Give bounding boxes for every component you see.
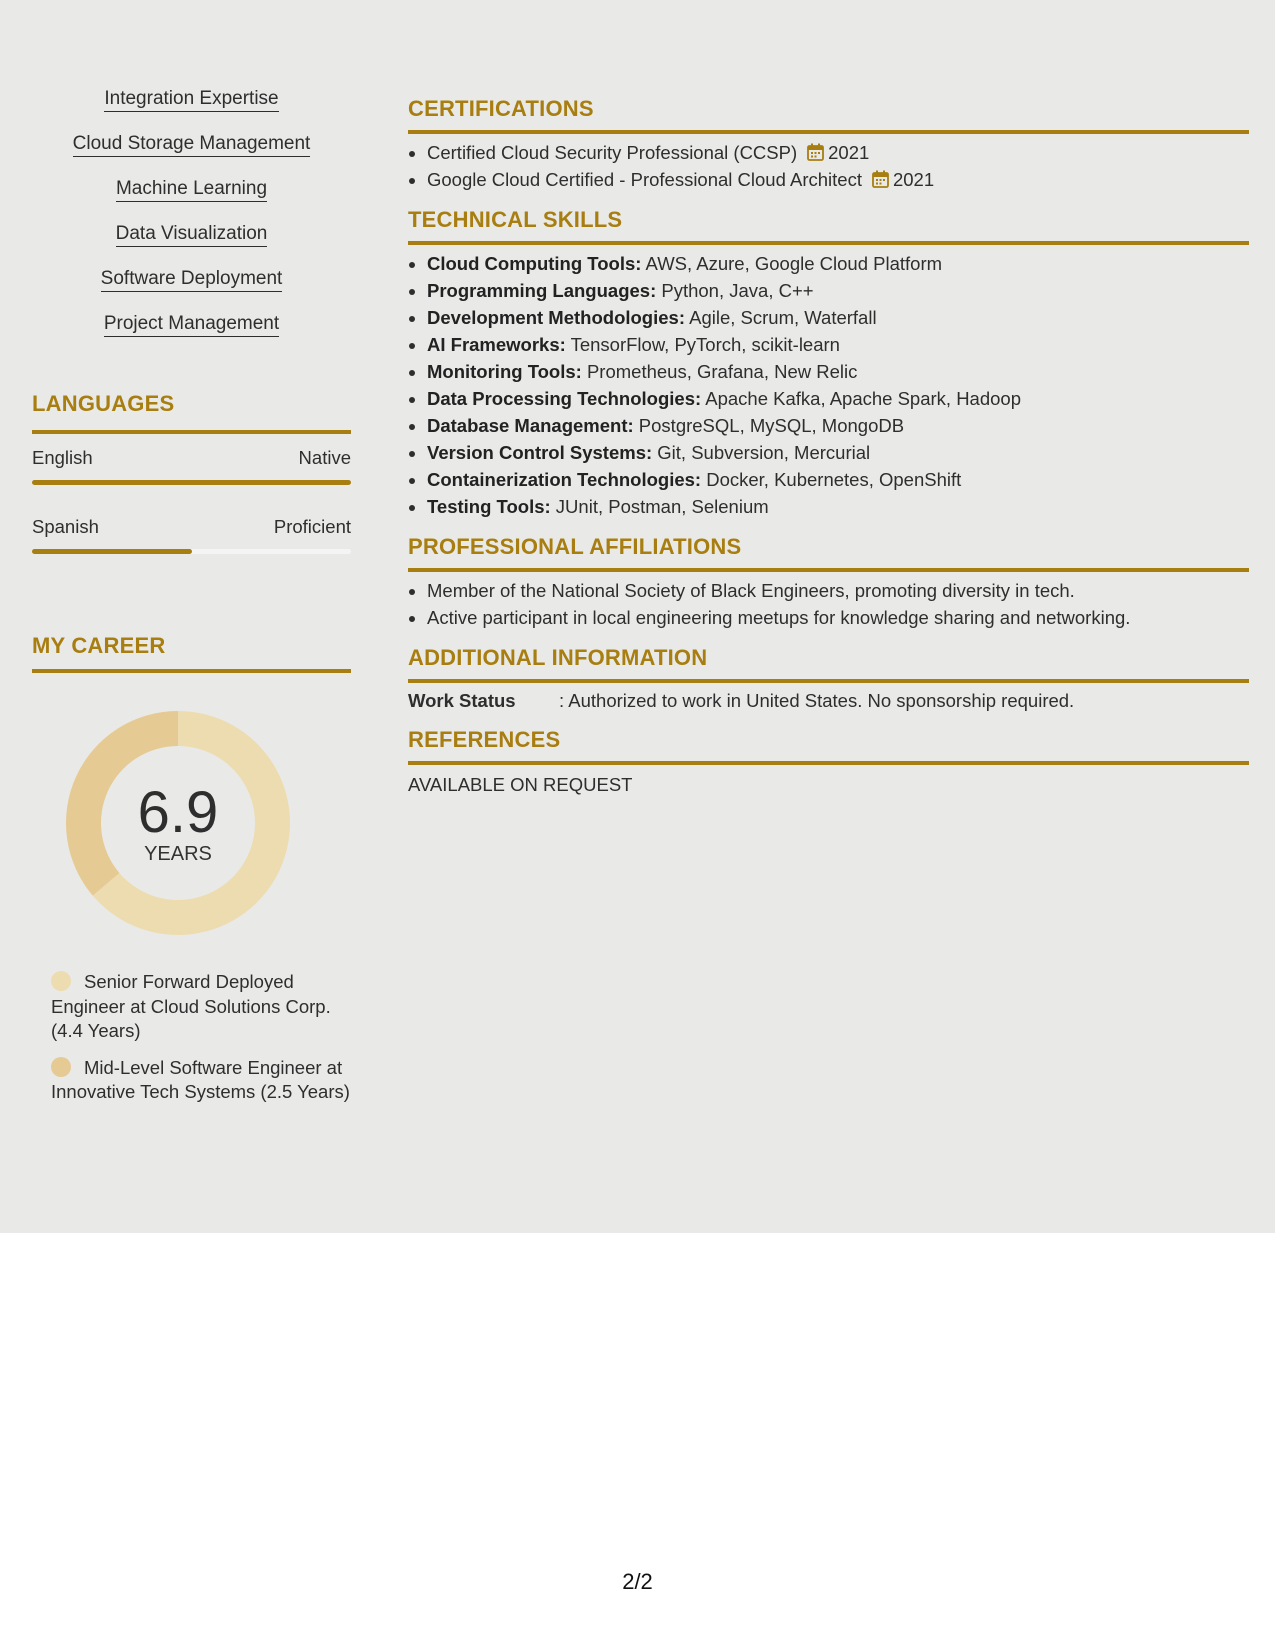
- skill-item: [32, 87, 351, 132]
- career-role-text: Mid-Level Software Engineer at Innovative Tech Systems (2.5 Years): [51, 1056, 350, 1102]
- certification-year: 2021: [828, 142, 870, 163]
- skill-values: TensorFlow, PyTorch, scikit-learn: [565, 334, 840, 355]
- certification-item: [427, 166, 1249, 193]
- affiliation-item: • Member of the National Society of Black Engineers, promoting diversity in tech.: [427, 577, 1249, 604]
- languages-title: LANGUAGES: [32, 391, 175, 416]
- skill-values: Git, Subversion, Mercurial: [652, 442, 871, 463]
- technical-skills-section: [408, 207, 1249, 520]
- calendar-icon: [807, 143, 824, 161]
- work-status-row: [408, 689, 1249, 713]
- technical-skill-item: [427, 331, 1249, 358]
- technical-skill-item: [427, 412, 1249, 439]
- language-level: Native: [298, 447, 351, 468]
- language-proficiency-bar: [32, 549, 351, 554]
- skill-values: JUnit, Postman, Selenium: [550, 496, 769, 517]
- language-proficiency-fill: [32, 480, 351, 485]
- languages-section-header: [32, 391, 351, 434]
- skill-values: AWS, Azure, Google Cloud Platform: [641, 253, 943, 274]
- skill-item: [32, 222, 351, 267]
- skill-label: Data Visualization: [116, 223, 268, 247]
- work-status-value: : Authorized to work in United States. No sponsorship required.: [559, 690, 1075, 711]
- career-donut-chart: [66, 711, 290, 935]
- technical-skills-list: [408, 250, 1249, 520]
- section-divider: [408, 568, 1249, 572]
- skills-list: [32, 87, 351, 357]
- additional-info-title: ADDITIONAL INFORMATION: [408, 645, 708, 670]
- affiliation-item: • Active participant in local engineering meetups for knowledge sharing and networking.: [427, 604, 1249, 631]
- language-proficiency-fill: [32, 549, 192, 554]
- section-divider: [408, 130, 1249, 134]
- language-level: Proficient: [273, 516, 351, 537]
- skill-category: Version Control Systems:: [427, 442, 653, 463]
- skill-label: Cloud Storage Management: [73, 133, 311, 157]
- certifications-title: CERTIFICATIONS: [408, 96, 594, 121]
- skill-category: Cloud Computing Tools:: [427, 253, 642, 274]
- references-section: [408, 727, 1249, 797]
- affiliations-list: [408, 577, 1249, 631]
- certification-name: Google Cloud Certified - Professional Cloud Architect: [427, 169, 862, 190]
- references-title: REFERENCES: [408, 727, 561, 752]
- career-role-text: Senior Forward Deployed Engineer at Cloud Solutions Corp. (4.4 Years): [51, 971, 331, 1041]
- section-divider: [408, 679, 1249, 683]
- career-title: MY CAREER: [32, 633, 166, 658]
- certification-name: Certified Cloud Security Professional (CCSP): [427, 142, 798, 163]
- career-years-unit: YEARS: [144, 843, 212, 865]
- technical-skill-item: [427, 250, 1249, 277]
- career-legend: [51, 970, 351, 1117]
- career-legend-item: [51, 970, 351, 1044]
- legend-dot: [51, 971, 71, 991]
- skill-label: Project Management: [104, 313, 279, 337]
- skill-values: Docker, Kubernetes, OpenShift: [701, 469, 962, 490]
- skill-values: Python, Java, C++: [656, 280, 814, 301]
- skill-item: [32, 132, 351, 177]
- skill-category: Testing Tools:: [427, 496, 551, 517]
- career-section-header: [32, 633, 351, 673]
- affiliations-title: PROFESSIONAL AFFILIATIONS: [408, 534, 742, 559]
- skill-item: [32, 267, 351, 312]
- skill-label: Integration Expertise: [104, 88, 278, 112]
- language-name: English: [32, 447, 93, 468]
- skill-item: [32, 312, 351, 357]
- legend-dot: [51, 1057, 71, 1077]
- skill-category: Development Methodologies:: [427, 307, 685, 328]
- technical-skill-item: [427, 277, 1249, 304]
- career-legend-item: [51, 1056, 351, 1105]
- skill-label: Software Deployment: [101, 268, 283, 292]
- skill-category: Data Processing Technologies:: [427, 388, 702, 409]
- section-divider: [408, 761, 1249, 765]
- certification-item: [427, 139, 1249, 166]
- skill-values: Apache Kafka, Apache Spark, Hadoop: [701, 388, 1022, 409]
- skill-category: Monitoring Tools:: [427, 361, 582, 382]
- section-divider: [32, 669, 351, 673]
- skill-category: AI Frameworks:: [427, 334, 566, 355]
- affiliations-section: [408, 534, 1249, 631]
- technical-skill-item: [427, 358, 1249, 385]
- technical-skill-item: [427, 493, 1249, 520]
- career-total-years: 6.9: [137, 780, 219, 845]
- language-spanish: [32, 516, 351, 554]
- work-status-label: Work Status: [408, 690, 516, 711]
- certifications-section: [408, 96, 1249, 193]
- skill-label: Machine Learning: [116, 178, 267, 202]
- skill-category: Containerization Technologies:: [427, 469, 702, 490]
- section-divider: [408, 241, 1249, 245]
- skill-values: PostgreSQL, MySQL, MongoDB: [633, 415, 905, 436]
- skill-values: Prometheus, Grafana, New Relic: [581, 361, 858, 382]
- skill-item: [32, 177, 351, 222]
- technical-skill-item: [427, 439, 1249, 466]
- language-english: [32, 447, 351, 485]
- references-text: AVAILABLE ON REQUEST: [408, 774, 633, 795]
- page-number: 2/2: [622, 1569, 653, 1594]
- skill-category: Database Management:: [427, 415, 634, 436]
- section-divider: [32, 430, 351, 434]
- certifications-list: [408, 139, 1249, 193]
- language-proficiency-bar: [32, 480, 351, 485]
- language-name: Spanish: [32, 516, 99, 537]
- certification-year: 2021: [892, 169, 935, 190]
- skill-values: Agile, Scrum, Waterfall: [685, 307, 877, 328]
- technical-skills-title: TECHNICAL SKILLS: [408, 207, 623, 232]
- technical-skill-item: [427, 304, 1249, 331]
- skill-category: Programming Languages:: [427, 280, 657, 301]
- calendar-icon: [872, 170, 889, 188]
- technical-skill-item: [427, 466, 1249, 493]
- technical-skill-item: [427, 385, 1249, 412]
- additional-info-section: [408, 645, 1249, 713]
